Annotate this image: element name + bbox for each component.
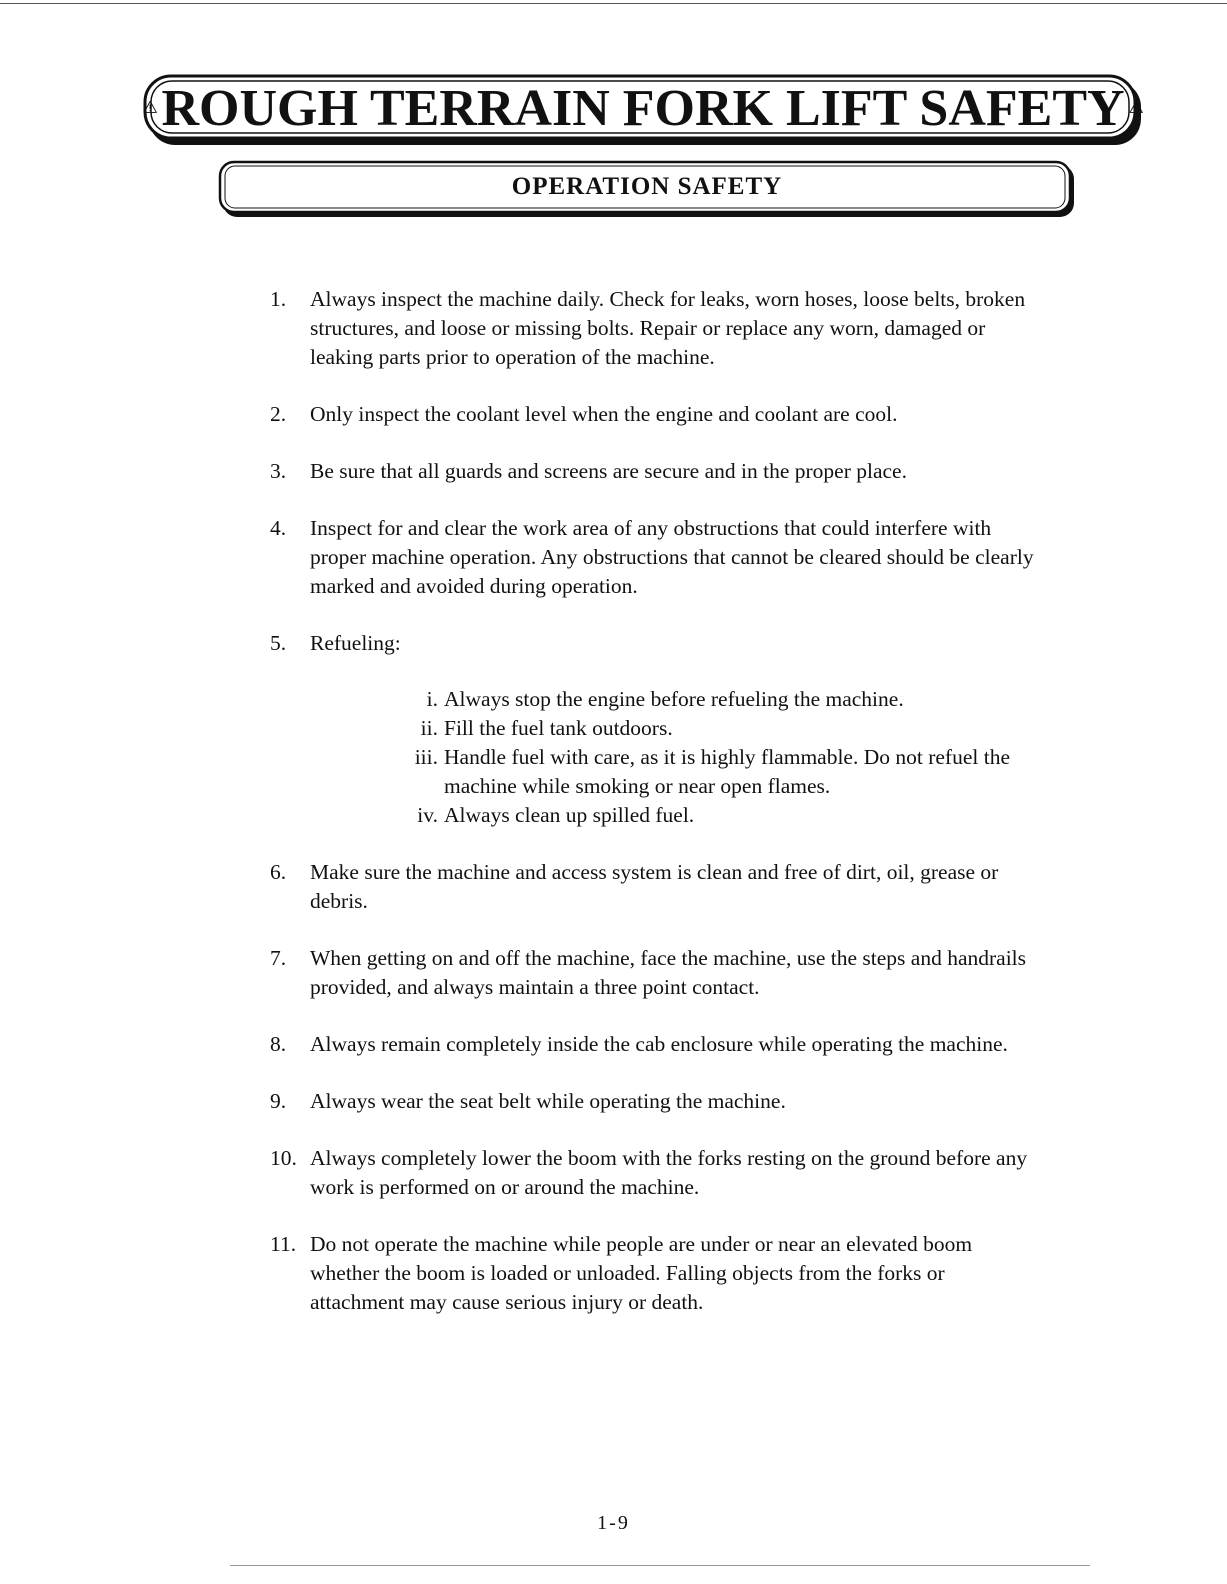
sub-list-item: [400, 685, 1020, 714]
page-number: 1-9: [597, 1512, 630, 1534]
item-text: Always completely lower the boom with the forks resting on the ground before any work is performed on or around the machine.: [310, 1146, 1028, 1199]
sub-item-number: i.: [426, 687, 438, 711]
sub-item-number: ii.: [420, 716, 438, 740]
list-item: [270, 285, 1040, 372]
sub-item-text: Always stop the engine before refueling the machine.: [444, 687, 904, 711]
item-number: 9.: [270, 1089, 287, 1113]
sub-item-text: Handle fuel with care, as it is highly flammable. Do not refuel the machine while smoking or near open flames.: [444, 745, 1010, 798]
item-text: Do not operate the machine while people are under or near an elevated boom whether the boom is loaded or unloaded. Falling objects from the forks or attachment may cause serious injury or death.: [310, 1232, 973, 1314]
sub-list-item: [400, 714, 1020, 743]
sub-item-number: iii.: [414, 745, 438, 769]
item-text: Refueling:: [310, 631, 401, 655]
item-number: 8.: [270, 1032, 287, 1056]
item-number: 6.: [270, 860, 287, 884]
list-item: [270, 858, 1040, 916]
section-title: OPERATION SAFETY: [511, 173, 783, 200]
safety-list: [270, 285, 1040, 1345]
list-item: [270, 1030, 1040, 1059]
section-banner: [218, 160, 1076, 220]
item-text: Make sure the machine and access system is clean and free of dirt, oil, grease or debris.: [310, 860, 999, 913]
item-text: Only inspect the coolant level when the engine and coolant are cool.: [310, 402, 898, 426]
item-text: When getting on and off the machine, face the machine, use the steps and handrails provided, and always maintain a three point contact.: [310, 946, 1027, 999]
item-text: Always inspect the machine daily. Check for leaks, worn hoses, loose belts, broken structures, and loose or missing bolts. Repair or replace any worn, damaged or leaking parts prior to operation of the machine.: [310, 287, 1026, 369]
list-item: [270, 1087, 1040, 1116]
item-text: Always remain completely inside the cab enclosure while operating the machine.: [310, 1032, 1008, 1056]
refueling-sublist: [400, 685, 1020, 830]
item-number: 5.: [270, 631, 287, 655]
sub-list-item: [400, 801, 1020, 830]
list-item: [270, 400, 1040, 429]
sub-item-text: Always clean up spilled fuel.: [444, 803, 695, 827]
item-number: 11.: [270, 1232, 297, 1256]
item-number: 4.: [270, 516, 287, 540]
warning-triangle-icon: [143, 87, 157, 127]
item-number: 1.: [270, 287, 287, 311]
sub-item-text: Fill the fuel tank outdoors.: [444, 716, 673, 740]
warning-triangle-icon: [1129, 87, 1143, 127]
list-item: [270, 457, 1040, 486]
list-item-refueling: [270, 629, 1040, 830]
item-number: 3.: [270, 459, 287, 483]
item-text: Inspect for and clear the work area of any obstructions that could interfere with proper machine operation. Any obstructions that cannot be cleared should be clearly marked and avoided during operation.: [310, 516, 1034, 598]
list-item: [270, 1144, 1040, 1202]
list-item: [270, 514, 1040, 601]
top-rule: [0, 3, 1227, 4]
item-text: Always wear the seat belt while operating the machine.: [310, 1089, 786, 1113]
page-title: ROUGH TERRAIN FORK LIFT SAFETY: [161, 80, 1125, 137]
bottom-rule: [230, 1565, 1090, 1566]
item-text: Be sure that all guards and screens are secure and in the proper place.: [310, 459, 907, 483]
sub-item-number: iv.: [417, 803, 438, 827]
list-item: [270, 1230, 1040, 1317]
item-number: 7.: [270, 946, 287, 970]
item-number: 10.: [270, 1146, 297, 1170]
sub-list-item: [400, 743, 1020, 801]
item-number: 2.: [270, 402, 287, 426]
title-banner: [143, 74, 1143, 148]
list-item: [270, 944, 1040, 1002]
